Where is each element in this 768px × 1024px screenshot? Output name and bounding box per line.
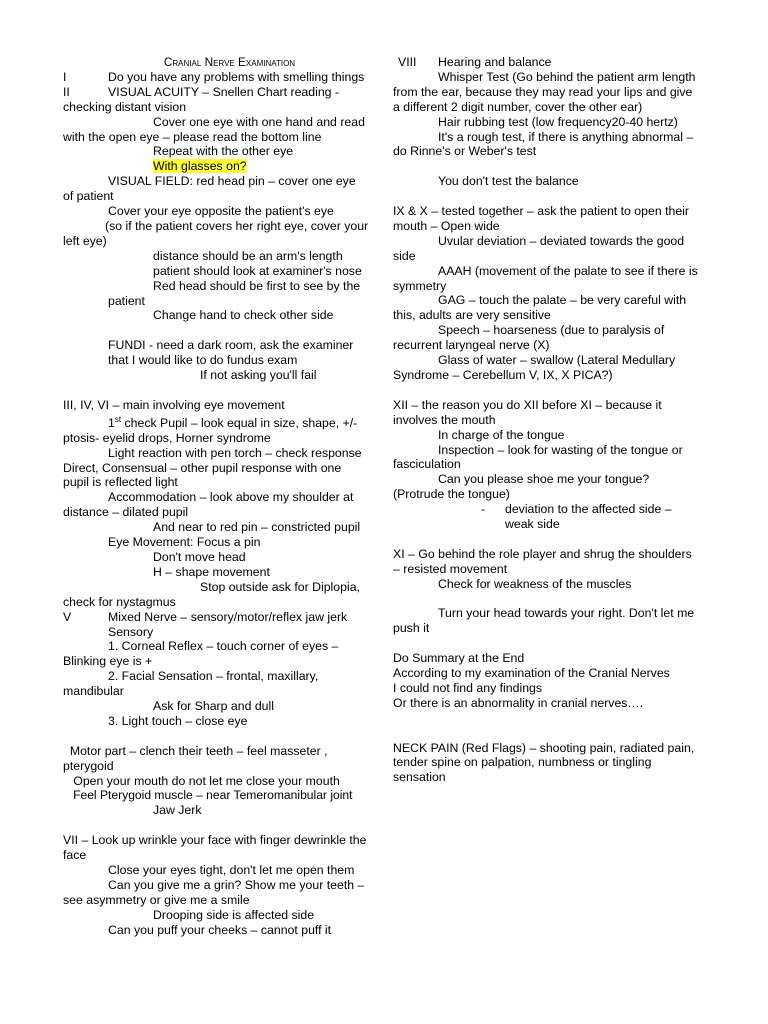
text-line: pupil is reflected light bbox=[63, 475, 178, 490]
text-line: You don't test the balance bbox=[438, 174, 579, 189]
text-line: recurrent laryngeal nerve (X) bbox=[393, 338, 550, 353]
text-line: see asymmetry or give me a smile bbox=[63, 892, 250, 907]
left-column bbox=[63, 55, 376, 938]
text-line: VISUAL FIELD: red head pin – cover one eye bbox=[108, 174, 356, 189]
text-line: left eye) bbox=[63, 233, 107, 248]
text-line: symmetry bbox=[393, 278, 447, 293]
text-line: patient should look at examiner's nose bbox=[153, 263, 362, 278]
text-line: distance – dilated pupil bbox=[63, 505, 189, 520]
text-line: VII – Look up wrinkle your face with finger dewrinkle the bbox=[63, 833, 367, 848]
text-line: Repeat with the other eye bbox=[153, 144, 294, 159]
cn2-line bbox=[63, 85, 376, 100]
bullet-text: deviation to the affected side – bbox=[505, 502, 672, 517]
text-line: 2. Facial Sensation – frontal, maxillary, bbox=[108, 669, 319, 684]
text-line: Can you give me a grin? Show me your teeth – bbox=[108, 877, 365, 892]
cn5-numeral: V bbox=[63, 609, 72, 624]
text-line: I could not find any findings bbox=[393, 680, 543, 695]
right-column bbox=[393, 55, 711, 785]
blank-line bbox=[393, 592, 711, 607]
text-line: Stop outside ask for Diplopia, bbox=[200, 579, 360, 594]
text-line: Direct, Consensual – other pupil response with one bbox=[63, 460, 342, 475]
text-line: Jaw Jerk bbox=[153, 803, 202, 818]
blank-line bbox=[63, 729, 376, 744]
text-line: Don't move head bbox=[153, 549, 246, 564]
text-line: side bbox=[393, 248, 416, 263]
text-line: a different 2 digit number, cover the other ear) bbox=[393, 99, 643, 114]
text-line: Uvular deviation – deviated towards the good bbox=[438, 233, 685, 248]
text-line: 3. Light touch – close eye bbox=[108, 713, 248, 728]
text-line: Blinking eye is + bbox=[63, 654, 153, 669]
blank-line bbox=[393, 383, 711, 398]
text-line: Open your mouth do not let me close your mouth bbox=[63, 773, 340, 788]
text-line: check for nystagmus bbox=[63, 594, 176, 609]
blank-line bbox=[63, 323, 376, 338]
text-line: with the open eye – please read the bottom line bbox=[63, 129, 322, 144]
highlighted-text: With glasses on? bbox=[153, 159, 247, 174]
text-line: face bbox=[63, 848, 87, 863]
text-line: It's a rough test, if there is anything abnormal – bbox=[438, 129, 694, 144]
text-line: Speech – hoarseness (due to paralysis of bbox=[438, 323, 665, 338]
text-line: – resisted movement bbox=[393, 561, 508, 576]
text-line: Light reaction with pen torch – check response bbox=[108, 445, 362, 460]
text-line: If not asking you'll fail bbox=[200, 368, 317, 383]
text-line: that I would like to do fundus exam bbox=[108, 353, 298, 368]
text-line: mouth – Open wide bbox=[393, 218, 500, 233]
text-line: Turn your head towards your right. Don't let me bbox=[438, 606, 695, 621]
text-line: Inspection – look for wasting of the tongue or bbox=[438, 442, 683, 457]
text-line: XII – the reason you do XII before XI – because it bbox=[393, 397, 662, 412]
text-line: push it bbox=[393, 621, 430, 636]
blank-line bbox=[393, 711, 711, 726]
dash-bullet: - bbox=[481, 502, 486, 517]
text-line: Syndrome – Cerebellum V, IX, X PICA?) bbox=[393, 368, 613, 382]
cn2-numeral: II bbox=[63, 84, 70, 99]
text-line: weak side bbox=[505, 517, 560, 532]
cn5-line bbox=[63, 610, 376, 625]
text-line: GAG – touch the palate – be very careful with bbox=[438, 293, 687, 308]
cn1-numeral: I bbox=[63, 69, 67, 84]
text-line: of patient bbox=[63, 189, 114, 204]
text-line: And near to red pin – constricted pupil bbox=[153, 520, 361, 535]
text-line: Cover your eye opposite the patient's eye bbox=[108, 204, 334, 219]
blank-line bbox=[393, 532, 711, 547]
text-line: Can you puff your cheeks – cannot puff it bbox=[108, 922, 332, 937]
text-line: sensation bbox=[393, 770, 446, 785]
text-line: Can you please shoe me your tongue? bbox=[438, 472, 650, 487]
pupil-text: check Pupil – look equal in size, shape, +/- bbox=[121, 415, 358, 430]
text-line: Glass of water – swallow (Lateral Medullary bbox=[438, 353, 676, 368]
text-line: Or there is an abnormality in cranial nerves…. bbox=[393, 695, 644, 710]
text-line: Ask for Sharp and dull bbox=[153, 699, 274, 714]
text-line: Check for weakness of the muscles bbox=[438, 576, 632, 591]
text-line: do Rinne's or Weber's test bbox=[393, 144, 537, 159]
blank-line bbox=[393, 159, 711, 174]
highlight-line bbox=[63, 159, 376, 174]
blank-line bbox=[393, 189, 711, 204]
text-line: involves the mouth bbox=[393, 412, 496, 427]
text-line: III, IV, VI – main involving eye movement bbox=[63, 397, 285, 412]
blank-line bbox=[63, 383, 376, 398]
text-line: Feel Pterygoid muscle – near Temeromanibular joint bbox=[63, 788, 353, 803]
text-line: patient bbox=[108, 293, 145, 308]
cn8-numeral: VIII bbox=[398, 55, 417, 69]
text-line: Cover one eye with one hand and read bbox=[153, 114, 365, 129]
text-line: XI – Go behind the role player and shrug the shoulders bbox=[393, 546, 692, 561]
text-line: Whisper Test (Go behind the patient arm length bbox=[438, 69, 696, 84]
text-line: checking distant vision bbox=[63, 99, 187, 114]
blank-line bbox=[393, 726, 711, 741]
text-line: Accommodation – look above my shoulder at bbox=[108, 490, 354, 505]
text-line: NECK PAIN (Red Flags) – shooting pain, radiated pain, bbox=[393, 740, 695, 755]
text-line: IX & X – tested together – ask the patient to open their bbox=[393, 204, 690, 219]
text-line: FUNDI - need a dark room, ask the examiner bbox=[108, 338, 354, 353]
text-line: (so if the patient covers her right eye, cover your bbox=[105, 218, 369, 233]
cn1-text: Do you have any problems with smelling things bbox=[108, 69, 365, 84]
text-line: distance should be an arm's length bbox=[153, 248, 343, 263]
text-line: (Protrude the tongue) bbox=[393, 487, 510, 502]
text-line: tender spine on palpation, numbness or tingling bbox=[393, 755, 652, 770]
page-title: Cranial Nerve Examination bbox=[163, 55, 296, 69]
text-line: Sensory bbox=[108, 624, 154, 639]
blank-line bbox=[393, 636, 711, 651]
cn1-line bbox=[63, 70, 376, 85]
text-line: Red head should be first to see by the bbox=[153, 278, 361, 293]
text-line: Drooping side is affected side bbox=[153, 907, 315, 922]
ordinal-number: 1 bbox=[108, 415, 115, 430]
text-line: Motor part – clench their teeth – feel masseter , bbox=[63, 743, 328, 758]
text-line: 1. Corneal Reflex – touch corner of eyes – bbox=[108, 639, 339, 654]
text-line: this, adults are very sensitive bbox=[393, 308, 551, 323]
bullet-line bbox=[393, 502, 711, 517]
text-line: Eye Movement: Focus a pin bbox=[108, 535, 261, 550]
text-line: H – shape movement bbox=[153, 564, 270, 579]
text-line: Do Summary at the End bbox=[393, 651, 525, 666]
ordinal-suffix: st bbox=[114, 414, 122, 424]
blank-line bbox=[63, 818, 376, 833]
cn8-line bbox=[393, 55, 711, 70]
text-line: fasciculation bbox=[393, 457, 461, 472]
text-line: Hair rubbing test (low frequency20-40 hertz) bbox=[438, 114, 678, 129]
text-line: from the ear, because they may read your lips and give bbox=[393, 84, 693, 99]
text-line: ptosis- eyelid drops, Horner syndrome bbox=[63, 430, 271, 445]
text-line bbox=[63, 413, 376, 431]
text-line: In charge of the tongue bbox=[438, 427, 565, 442]
cn2-text: VISUAL ACUITY – Snellen Chart reading - bbox=[108, 84, 340, 99]
text-line: Change hand to check other side bbox=[153, 308, 334, 323]
cn5-text: Mixed Nerve – sensory/motor/reflex jaw jerk bbox=[108, 609, 348, 624]
text-line: Close your eyes tight, don't let me open them bbox=[108, 862, 355, 877]
cn8-text: Hearing and balance bbox=[438, 55, 552, 69]
text-line: pterygoid bbox=[63, 758, 114, 773]
text-line: mandibular bbox=[63, 684, 124, 699]
text-line: AAAH (movement of the palate to see if there is bbox=[438, 263, 698, 278]
text-line: According to my examination of the Cranial Nerves bbox=[393, 666, 670, 681]
